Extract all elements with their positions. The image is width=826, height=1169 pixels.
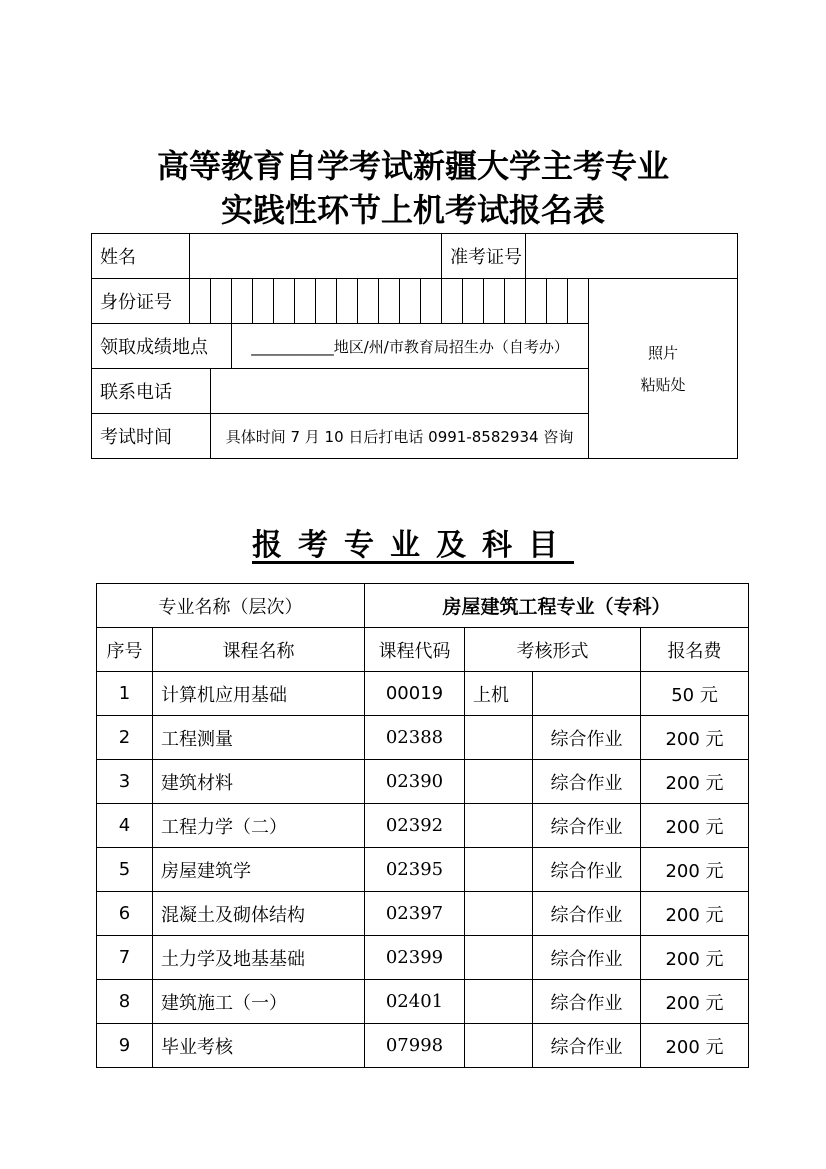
id-digit-box[interactable]	[274, 279, 295, 324]
id-digit-box[interactable]	[232, 279, 253, 324]
id-digit-box[interactable]	[253, 279, 274, 324]
id-digit-box[interactable]	[400, 279, 421, 324]
id-digit-box[interactable]	[295, 279, 316, 324]
form-title-line1: 高等教育自学考试新疆大学主考专业	[156, 147, 669, 185]
row-fee: 200 元	[641, 892, 749, 936]
header-assessment: 考核形式	[465, 628, 641, 672]
section-title-text: 报考专业及科目	[252, 528, 574, 563]
name-label: 姓名	[92, 234, 190, 279]
exam-number-label: 准考证号	[442, 234, 526, 279]
row-code: 02392	[365, 804, 465, 848]
row-form-assignment: 综合作业	[533, 1024, 641, 1068]
row-code: 02395	[365, 848, 465, 892]
row-course: 混凝土及砌体结构	[153, 892, 365, 936]
id-digit-box[interactable]	[463, 279, 484, 324]
id-number-label: 身份证号	[92, 279, 190, 324]
row-course: 计算机应用基础	[153, 672, 365, 716]
row-course: 毕业考核	[153, 1024, 365, 1068]
id-digit-box[interactable]	[190, 279, 211, 324]
table-row	[97, 1024, 749, 1068]
photo-placeholder	[589, 279, 738, 459]
id-digit-box[interactable]	[568, 279, 589, 324]
exam-time-label: 考试时间	[92, 414, 211, 459]
row-form-assignment: 综合作业	[533, 892, 641, 936]
table-row	[97, 804, 749, 848]
row-fee: 200 元	[641, 804, 749, 848]
row-code: 02388	[365, 716, 465, 760]
id-digit-box[interactable]	[547, 279, 568, 324]
id-digit-box[interactable]	[379, 279, 400, 324]
id-digit-box[interactable]	[211, 279, 232, 324]
row-course: 工程力学（二）	[153, 804, 365, 848]
id-digit-box[interactable]	[484, 279, 505, 324]
row-index: 6	[97, 892, 153, 936]
row-form-assignment	[533, 672, 641, 716]
row-index: 5	[97, 848, 153, 892]
row-fee: 50 元	[641, 672, 749, 716]
row-form-computer	[465, 980, 533, 1024]
id-digit-box[interactable]	[316, 279, 337, 324]
row-course: 建筑材料	[153, 760, 365, 804]
row-form-assignment: 综合作业	[533, 936, 641, 980]
name-field[interactable]	[190, 234, 442, 279]
row-form-computer	[465, 848, 533, 892]
row-code: 00019	[365, 672, 465, 716]
row-code: 02399	[365, 936, 465, 980]
row-index: 2	[97, 716, 153, 760]
row-form-computer	[465, 936, 533, 980]
header-course: 课程名称	[153, 628, 365, 672]
phone-label: 联系电话	[92, 369, 211, 414]
row-form-assignment: 综合作业	[533, 760, 641, 804]
table-row	[97, 892, 749, 936]
row-index: 8	[97, 980, 153, 1024]
row-form-computer	[465, 760, 533, 804]
exam-time-note: 具体时间 7 月 10 日后打电话 0991-8582934 咨询	[211, 414, 589, 459]
row-code: 02401	[365, 980, 465, 1024]
table-row	[97, 936, 749, 980]
table-row	[97, 980, 749, 1024]
row-code: 02397	[365, 892, 465, 936]
major-value: 房屋建筑工程专业（专科）	[365, 584, 749, 628]
row-form-computer	[465, 892, 533, 936]
id-digit-box[interactable]	[421, 279, 442, 324]
header-fee: 报名费	[641, 628, 749, 672]
row-course: 工程测量	[153, 716, 365, 760]
row-form-computer	[465, 716, 533, 760]
header-index: 序号	[97, 628, 153, 672]
id-digit-box[interactable]	[505, 279, 526, 324]
id-digit-box[interactable]	[337, 279, 358, 324]
row-course: 土力学及地基基础	[153, 936, 365, 980]
row-index: 7	[97, 936, 153, 980]
row-index: 9	[97, 1024, 153, 1068]
row-fee: 200 元	[641, 848, 749, 892]
row-fee: 200 元	[641, 980, 749, 1024]
score-location-label: 领取成绩地点	[92, 324, 232, 369]
id-digit-box[interactable]	[442, 279, 463, 324]
row-course: 房屋建筑学	[153, 848, 365, 892]
exam-number-field[interactable]	[526, 234, 738, 279]
score-location-field[interactable]: ___________地区/州/市教育局招生办（自考办）	[232, 324, 589, 369]
row-index: 1	[97, 672, 153, 716]
row-form-assignment: 综合作业	[533, 980, 641, 1024]
row-index: 4	[97, 804, 153, 848]
row-fee: 200 元	[641, 760, 749, 804]
form-title-line2: 实践性环节上机考试报名表	[220, 191, 605, 229]
table-row	[97, 760, 749, 804]
subjects-table	[96, 583, 749, 1068]
row-code: 02390	[365, 760, 465, 804]
row-form-assignment: 综合作业	[533, 716, 641, 760]
photo-label-line1: 照片	[648, 343, 679, 362]
row-index: 3	[97, 760, 153, 804]
photo-label-line2: 粘贴处	[640, 375, 686, 394]
row-course: 建筑施工（一）	[153, 980, 365, 1024]
row-code: 07998	[365, 1024, 465, 1068]
row-form-computer: 上机	[465, 672, 533, 716]
row-form-computer	[465, 804, 533, 848]
id-digit-box[interactable]	[358, 279, 379, 324]
row-fee: 200 元	[641, 936, 749, 980]
table-header-row	[97, 628, 749, 672]
phone-field[interactable]	[211, 369, 589, 414]
major-label: 专业名称（层次）	[97, 584, 365, 628]
section-title	[0, 520, 826, 564]
row-form-assignment: 综合作业	[533, 848, 641, 892]
row-form-assignment: 综合作业	[533, 804, 641, 848]
id-digit-box[interactable]	[526, 279, 547, 324]
row-form-computer	[465, 1024, 533, 1068]
table-row	[97, 716, 749, 760]
table-row	[97, 672, 749, 716]
header-code: 课程代码	[365, 628, 465, 672]
table-row	[97, 848, 749, 892]
registration-table	[91, 233, 738, 459]
row-fee: 200 元	[641, 1024, 749, 1068]
row-fee: 200 元	[641, 716, 749, 760]
